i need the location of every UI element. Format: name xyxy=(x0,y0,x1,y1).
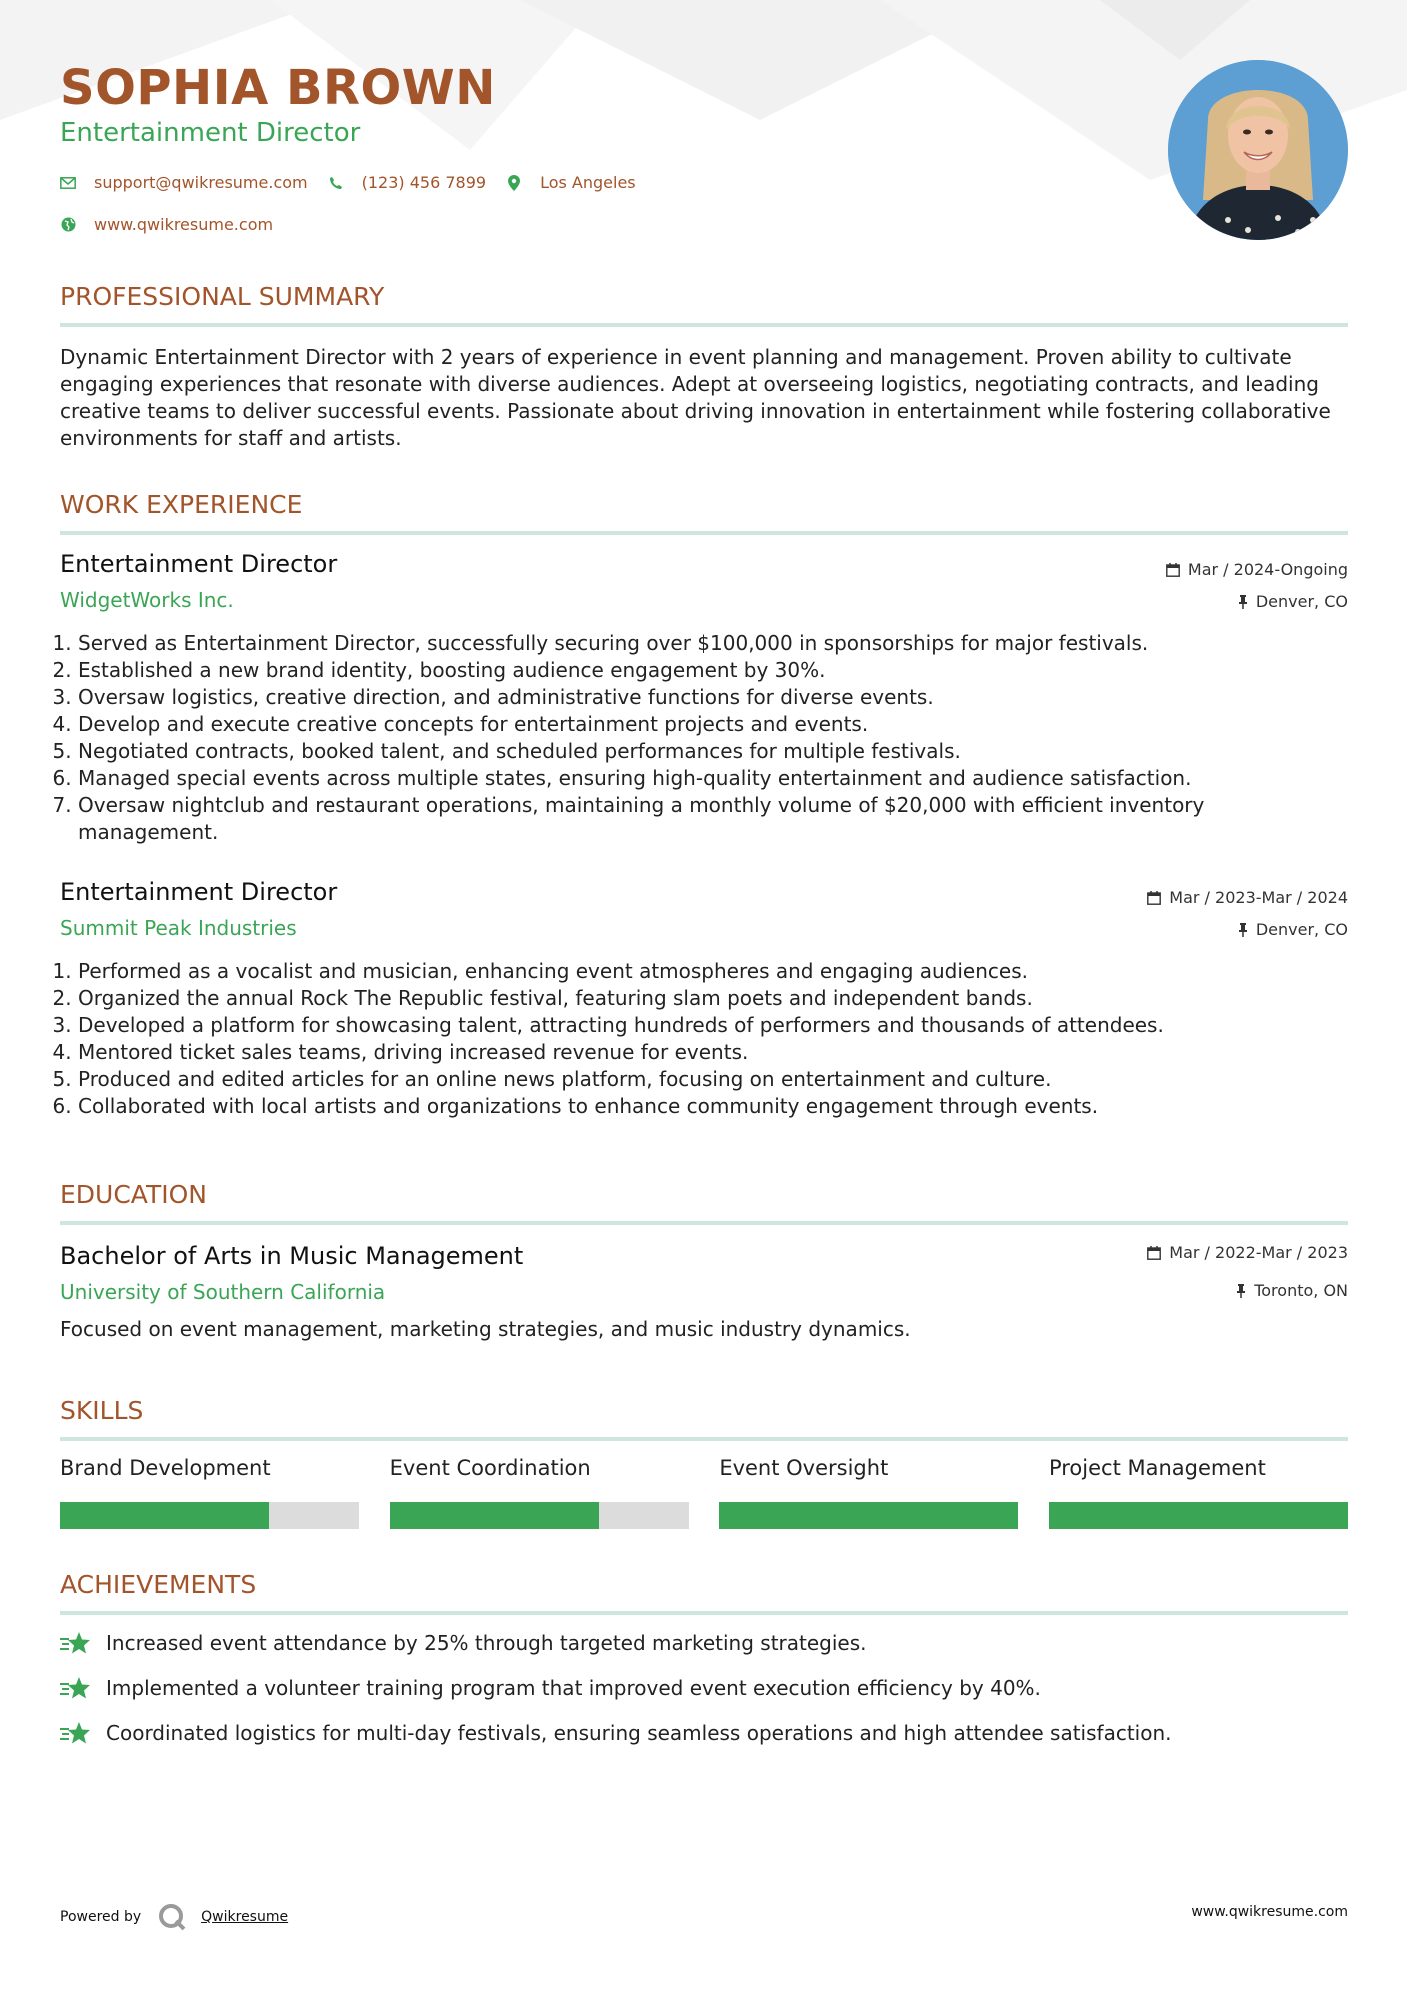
section-title-experience: WORK EXPERIENCE xyxy=(60,490,1348,535)
achievement-text: Increased event attendance by 25% through targeted marketing strategies. xyxy=(106,1631,867,1655)
qwikresume-link[interactable]: Qwikresume xyxy=(201,1909,289,1925)
website-item[interactable] xyxy=(60,215,273,234)
skill-item xyxy=(1049,1456,1348,1529)
summary-text: Dynamic Entertainment Director with 2 years of experience in event planning and management. Proven ability to cultivate engaging experiences that resonate with diverse audiences. Adept at overseeing logistics, negotiating contracts, and leading creative teams to deliver successful events. Passionate about driving innovation in entertainment while fostering collaborative environments for staff and artists. xyxy=(60,345,1331,450)
list-item: 7. Oversaw nightclub and restaurant operations, maintaining a monthly volume of $20,000 with efficient inventory management. xyxy=(78,792,1328,846)
phone-text[interactable]: (123) 456 7899 xyxy=(361,173,487,192)
pin-icon xyxy=(1236,1284,1246,1298)
job-location xyxy=(1238,592,1348,611)
candidate-name: SOPHIA BROWN xyxy=(60,60,496,116)
education-location xyxy=(1236,1281,1348,1300)
skill-bar-fill xyxy=(719,1502,1018,1529)
contact-row xyxy=(60,173,656,192)
location-text: Los Angeles xyxy=(540,173,636,192)
job-duties-list xyxy=(60,958,1328,1120)
list-item: 2. Established a new brand identity, boosting audience engagement by 30%. xyxy=(78,657,1328,684)
skill-item xyxy=(390,1456,689,1529)
calendar-icon xyxy=(1147,891,1161,905)
achievement-text: Coordinated logistics for multi-day festivals, ensuring seamless operations and high attendee satisfaction. xyxy=(106,1721,1172,1745)
skill-label: Project Management xyxy=(1048,1456,1266,1480)
qwikresume-logo-icon xyxy=(157,1902,187,1932)
globe-icon xyxy=(60,217,76,233)
skill-bar-fill xyxy=(1049,1502,1348,1529)
website-text[interactable]: www.qwikresume.com xyxy=(94,215,274,234)
list-item: 4. Mentored ticket sales teams, driving increased revenue for events. xyxy=(78,1039,1328,1066)
skill-bar xyxy=(390,1502,689,1529)
skill-bar xyxy=(1049,1502,1348,1529)
achievement-item xyxy=(60,1675,1041,1701)
list-item: 1. Served as Entertainment Director, successfully securing over $100,000 in sponsorships for major festivals. xyxy=(78,630,1328,657)
list-item: 5. Produced and edited articles for an online news platform, focusing on entertainment and culture. xyxy=(78,1066,1328,1093)
calendar-icon xyxy=(1147,1246,1161,1260)
section-title-education: EDUCATION xyxy=(60,1180,1348,1225)
skill-label: Brand Development xyxy=(60,1456,271,1480)
skill-item xyxy=(60,1456,359,1529)
pin-icon xyxy=(1238,595,1248,609)
skill-item xyxy=(719,1456,1018,1529)
skill-bar xyxy=(719,1502,1018,1529)
phone-icon xyxy=(328,175,344,191)
company-name: Summit Peak Industries xyxy=(60,916,297,940)
list-item: 6. Collaborated with local artists and organizations to enhance community engagement through events. xyxy=(78,1093,1328,1120)
education-dates-text: Mar / 2022-Mar / 2023 xyxy=(1169,1243,1348,1262)
education-location-text: Toronto, ON xyxy=(1254,1281,1348,1300)
phone-item[interactable] xyxy=(328,173,486,192)
skill-label: Event Oversight xyxy=(719,1456,889,1480)
section-title-achievements: ACHIEVEMENTS xyxy=(60,1570,1348,1615)
section-title-summary: PROFESSIONAL SUMMARY xyxy=(60,282,1348,327)
skill-label: Event Coordination xyxy=(389,1456,591,1480)
skill-bar-fill xyxy=(60,1502,269,1529)
job-dates-text: Mar / 2024-Ongoing xyxy=(1187,560,1348,579)
location-item xyxy=(506,173,636,192)
list-item: 3. Oversaw logistics, creative direction, and administrative functions for diverse events. xyxy=(78,684,1328,711)
job-dates xyxy=(1166,560,1348,579)
website-row xyxy=(60,215,293,234)
degree-title: Bachelor of Arts in Music Management xyxy=(60,1242,524,1270)
powered-by-label: Powered by xyxy=(60,1909,142,1925)
footer-website[interactable]: www.qwikresume.com xyxy=(1191,1904,1348,1920)
list-item: 4. Develop and execute creative concepts for entertainment projects and events. xyxy=(78,711,1328,738)
candidate-title: Entertainment Director xyxy=(60,118,361,148)
list-item: 3. Developed a platform for showcasing talent, attracting hundreds of performers and thousands of attendees. xyxy=(78,1012,1328,1039)
job-location-text: Denver, CO xyxy=(1255,920,1348,939)
skill-bar xyxy=(60,1502,359,1529)
envelope-icon xyxy=(60,175,76,191)
job-title: Entertainment Director xyxy=(60,878,338,906)
company-name: WidgetWorks Inc. xyxy=(60,588,234,612)
footer-powered-by xyxy=(60,1902,288,1932)
email-text[interactable]: support@qwikresume.com xyxy=(94,173,308,192)
calendar-icon xyxy=(1166,563,1180,577)
job-title: Entertainment Director xyxy=(60,550,338,578)
education-dates xyxy=(1147,1243,1348,1262)
list-item: 1. Performed as a vocalist and musician, enhancing event atmospheres and engaging audiences. xyxy=(78,958,1328,985)
star-icon xyxy=(60,1720,92,1746)
star-icon xyxy=(60,1630,92,1656)
achievement-item xyxy=(60,1630,867,1656)
achievement-text: Implemented a volunteer training program that improved event execution efficiency by 40%. xyxy=(106,1676,1041,1700)
education-description: Focused on event management, marketing strategies, and music industry dynamics. xyxy=(60,1317,911,1341)
job-dates xyxy=(1147,888,1348,907)
list-item: 5. Negotiated contracts, booked talent, and scheduled performances for multiple festivals. xyxy=(78,738,1328,765)
pin-icon xyxy=(1238,923,1248,937)
list-item: 6. Managed special events across multiple states, ensuring high-quality entertainment and audience satisfaction. xyxy=(78,765,1328,792)
list-item: 2. Organized the annual Rock The Republic festival, featuring slam poets and independent bands. xyxy=(78,985,1328,1012)
section-title-skills: SKILLS xyxy=(60,1396,1348,1441)
skills-row xyxy=(60,1456,1348,1529)
skill-bar-fill xyxy=(390,1502,599,1529)
achievement-item xyxy=(60,1720,1172,1746)
job-location-text: Denver, CO xyxy=(1255,592,1348,611)
job-dates-text: Mar / 2023-Mar / 2024 xyxy=(1169,888,1348,907)
job-duties-list xyxy=(60,630,1328,846)
star-icon xyxy=(60,1675,92,1701)
job-location xyxy=(1238,920,1348,939)
email-item[interactable] xyxy=(60,173,308,192)
map-marker-icon xyxy=(506,175,522,191)
school-name: University of Southern California xyxy=(60,1280,386,1304)
profile-photo xyxy=(1168,60,1348,240)
